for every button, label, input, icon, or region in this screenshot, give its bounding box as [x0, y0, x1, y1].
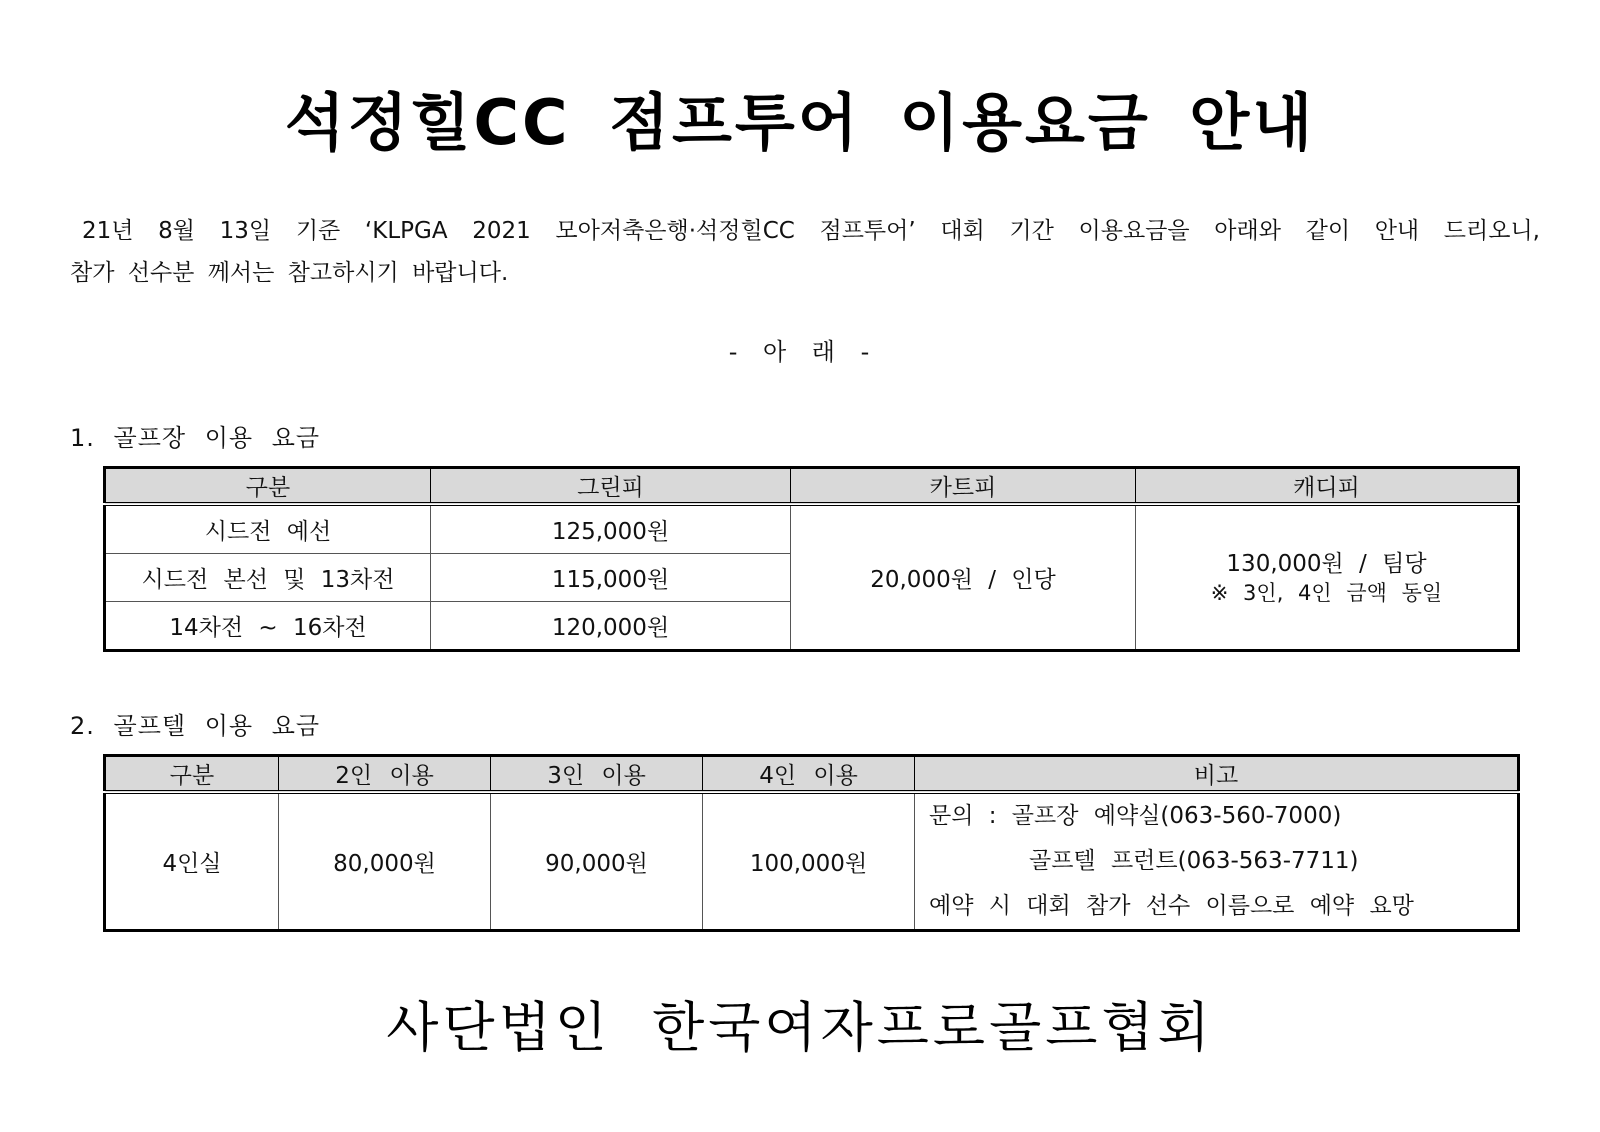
four-person-fee: 100,000원 — [703, 792, 915, 931]
three-person-fee: 90,000원 — [491, 792, 703, 931]
remark-reservation: 예약 시 대회 참가 선수 이름으로 예약 요망 — [929, 893, 1414, 919]
cart-fee-cell: 20,000원 / 인당 — [791, 504, 1136, 651]
row-category: 시드전 본선 및 13차전 — [105, 554, 431, 602]
table-header-row — [105, 756, 1519, 793]
header-three-person: 3인 이용 — [491, 756, 703, 793]
section-heading-golftel: 2. 골프텔 이용 요금 — [70, 712, 321, 740]
center-note: - 아 래 - — [728, 338, 872, 366]
header-category: 구분 — [105, 756, 279, 793]
caddie-fee-note: ※ 3인, 4인 금액 동일 — [1210, 580, 1443, 605]
row-category: 시드전 예선 — [105, 504, 431, 554]
section-heading-golf-course: 1. 골프장 이용 요금 — [70, 424, 321, 452]
organization-name: 사단법인 한국여자프로골프협회 — [386, 996, 1214, 1059]
two-person-fee: 80,000원 — [279, 792, 491, 931]
header-category: 구분 — [105, 468, 431, 505]
row-green-fee: 115,000원 — [431, 554, 791, 602]
remarks-cell — [915, 792, 1519, 931]
remark-front-desk: 골프텔 프런트(063-563-7711) — [1029, 848, 1359, 874]
room-type: 4인실 — [105, 792, 279, 931]
golf-course-fee-table — [103, 466, 1520, 652]
remark-inquiry: 문의 : 골프장 예약실(063-560-7000) — [929, 803, 1342, 829]
header-two-person: 2인 이용 — [279, 756, 491, 793]
table-header-row — [105, 468, 1519, 505]
header-green-fee: 그린피 — [431, 468, 791, 505]
intro-line-1: 21년 8월 13일 기준 ‘KLPGA 2021 모아저축은행·석정힐CC 점프투어’ 대회 기간 이용요금을 아래와 같이 안내 드리오니, — [82, 218, 1540, 244]
row-green-fee: 125,000원 — [431, 504, 791, 554]
caddie-fee-cell — [1136, 504, 1519, 651]
header-four-person: 4인 이용 — [703, 756, 915, 793]
header-caddie-fee: 캐디피 — [1136, 468, 1519, 505]
row-category: 14차전 ~ 16차전 — [105, 602, 431, 651]
table-row — [105, 792, 1519, 931]
header-remarks: 비고 — [915, 756, 1519, 793]
intro-line-2: 참가 선수분 께서는 참고하시기 바랍니다. — [70, 260, 509, 286]
row-green-fee: 120,000원 — [431, 602, 791, 651]
header-cart-fee: 카트피 — [791, 468, 1136, 505]
golftel-fee-table — [103, 754, 1520, 932]
table-row — [105, 504, 1519, 554]
intro-paragraph — [70, 210, 1540, 294]
document-title: 석정힐CC 점프투어 이용요금 안내 — [284, 86, 1316, 159]
caddie-fee-value: 130,000원 / 팀당 — [1226, 550, 1427, 577]
